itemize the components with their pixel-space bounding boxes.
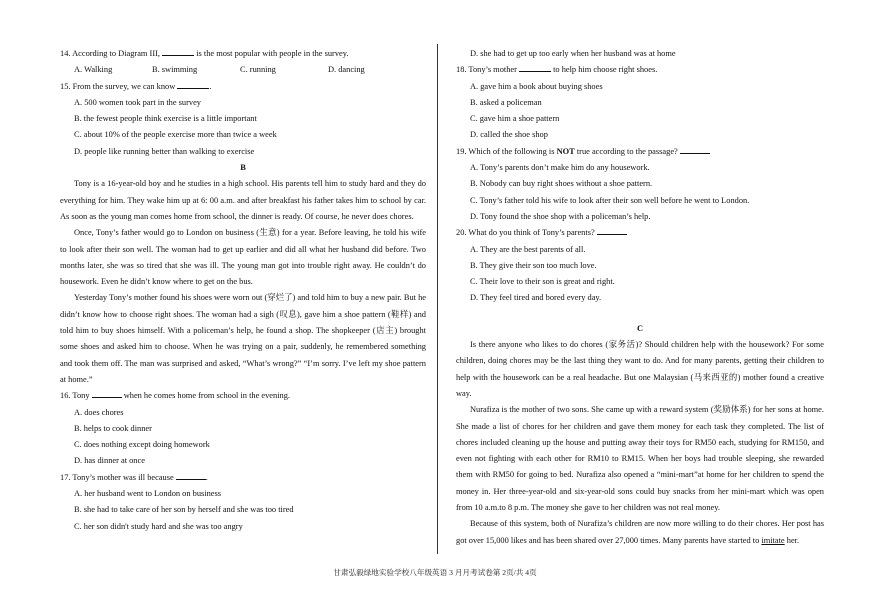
section-heading-c: C [636, 323, 644, 333]
option: A. Walking [74, 65, 113, 75]
answer-blank [162, 46, 194, 56]
option: B. They give their son too much love. [470, 260, 597, 270]
answer-blank [597, 225, 627, 235]
option: A. gave him a book about buying shoes [470, 81, 603, 91]
option: C. Their love to their son is great and right. [470, 277, 615, 287]
passage-c-paragraph: Nurafiza is the mother of two sons. She came up with a reward system (奖励体系) for her sons at home. She made a list of chores for her children and gave them money for each task they completed. The list of chores included cleaning up the house and putting away their toys for RM50 each, studying for RM150, and even not fighting with each other for RM10 to RM15. When her boys had trouble sleeping, she rewarded them with RM50 for going to bed. Nurafiza also opened a “mini-mart”at home for her children to spend the money in. Her three-year-old and six-year-old sons could buy snacks from her mini-mart which was open from 10 a.m.to 8 p.m. The money she gave to her children was not real money. [456, 405, 824, 513]
option: C. Tony’s father told his wife to look after their son well before he went to London. [470, 195, 750, 205]
question-16-stem: 16. Tony when he comes home from school in the evening. [60, 388, 426, 404]
answer-blank [92, 388, 122, 398]
option: B. she had to take care of her son by herself and she was too tired [74, 505, 294, 515]
section-heading-b: B [240, 163, 246, 173]
underlined-word: imitate [761, 535, 785, 545]
column-divider [437, 44, 438, 554]
option: A. 500 women took part in the survey [74, 97, 201, 107]
option: A. Tony’s parents don’t make him do any housework. [470, 163, 650, 173]
passage-b-paragraph: Yesterday Tony’s mother found his shoes were worn out (穿烂了) and told him to buy a new pair. But he didn’t know how to choose right shoes. The woman had a sigh (叹息), gave him a shoe pattern (鞋样) and told him to buy shoes himself. With a policeman’s help, he found a shop. The shopkeeper (店主) brought some shoes and asked him to choose. When he was trying on a pair, suddenly, he remembered something and took them off. The man was surprised and asked, “What’s wrong?” “I’m sorry. I’ve left my shoe pattern at home.” [60, 293, 426, 384]
question-14-stem: 14. According to Diagram III, is the most popular with people in the survey. [60, 46, 426, 62]
option: C. her son didn't study hard and she was too angry [74, 521, 243, 531]
left-column [60, 46, 426, 535]
answer-blank [519, 62, 551, 72]
option: B. the fewest people think exercise is a little important [74, 114, 257, 124]
option: C. does nothing except doing homework [74, 440, 210, 450]
option: B. helps to cook dinner [74, 423, 152, 433]
option: D. Tony found the shoe shop with a policeman’s help. [470, 211, 651, 221]
question-15-stem: 15. From the survey, we can know . [60, 79, 426, 95]
option: A. her husband went to London on business [74, 489, 222, 499]
passage-c-paragraph: Because of this system, both of Nurafiza’s children are now more willing to do their chores. Her post has got over 15,000 likes and has been shared over 27,000 times. Many parents have started to imitate her. [456, 519, 824, 545]
option: D. people like running better than walking to exercise [74, 146, 255, 156]
option: A. They are the best parents of all. [470, 244, 586, 254]
question-17-stem: 17. Tony’s mother was ill because . [60, 470, 426, 486]
option: B. Nobody can buy right shoes without a shoe pattern. [470, 179, 653, 189]
passage-b-paragraph: Tony is a 16-year-old boy and he studies in a high school. His parents tell him to study hard and they do everything for him. They wake him up at 6: 00 a.m. and after breakfast his father takes him to school by car. As soon as the young man comes home from school, the dinner is ready. Of course, he never does chores. [60, 179, 426, 221]
option: D. she had to get up too early when her husband was at home [470, 49, 676, 58]
option: C. running [240, 65, 276, 75]
option: C. gave him a shoe pattern [470, 114, 560, 124]
page-footer: 甘肃弘毅绿地实验学校八年级英语 3 月月考试卷第 2页/共 4页 [333, 568, 537, 577]
option: D. dancing [328, 65, 365, 75]
option: A. does chores [74, 407, 124, 417]
question-20-stem: 20. What do you think of Tony’s parents? [456, 225, 824, 241]
right-column [456, 46, 824, 549]
option: D. has dinner at once [74, 456, 145, 466]
option: B. asked a policeman [470, 97, 542, 107]
answer-blank [680, 144, 710, 154]
option: D. They feel tired and bored every day. [470, 293, 602, 303]
passage-c-paragraph: Is there anyone who likes to do chores (家务活)? Should children help with the housework? For some children, doing chores may be the last thing they want to do. And for many parents, getting their children to help with the housework can be a real headache. But one Malaysian (马来西亚的) mother found a creative way. [456, 340, 824, 398]
answer-blank [176, 470, 206, 480]
answer-blank [177, 79, 209, 89]
question-18-stem: 18. Tony’s mother to help him choose right shoes. [456, 62, 824, 78]
passage-b-paragraph: Once, Tony’s father would go to London on business (生意) for a year. Before leaving, he told his wife to look after their son well. The woman had to get up earlier and did all what her husband did before. Two months later, she was so tired that she was ill. The young man got into trouble right away. He couldn’t do housework. Even he didn’t know where to get on the bus. [60, 228, 426, 287]
option: B. swimming [152, 65, 198, 75]
option: C. about 10% of the people exercise more than twice a week [74, 130, 277, 140]
question-19-stem: 19. Which of the following is NOT true according to the passage? [456, 144, 824, 160]
option: D. called the shoe shop [470, 130, 548, 140]
question-14-options [60, 62, 426, 78]
